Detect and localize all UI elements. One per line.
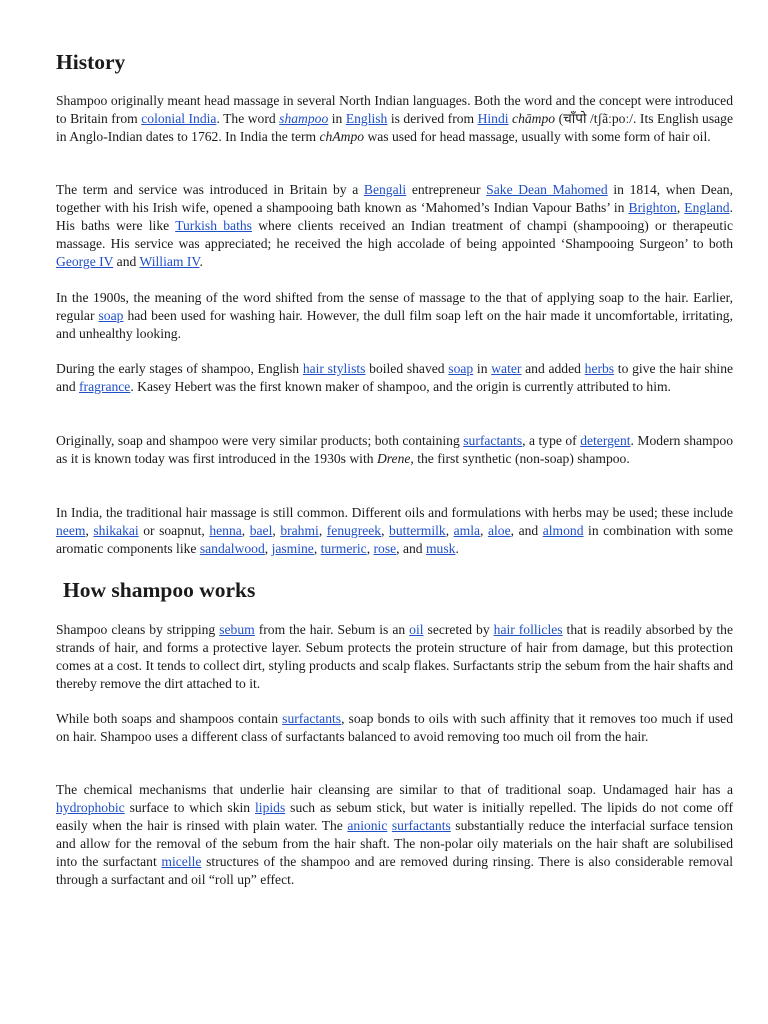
- wiki-link[interactable]: shampoo: [279, 111, 329, 126]
- italic-term: chAmpo: [319, 129, 365, 144]
- text-run: ,: [676, 200, 685, 215]
- wiki-link[interactable]: hair follicles: [493, 622, 563, 637]
- text-run: The chemical mechanisms that underlie hair cleansing are similar to that of traditional soap. Undamaged hair has a: [56, 782, 733, 797]
- wiki-link[interactable]: Brighton: [628, 200, 677, 215]
- text-run: ,: [264, 541, 272, 556]
- paragraph: [56, 432, 733, 468]
- text-run: , a type of: [522, 433, 581, 448]
- wiki-link[interactable]: turmeric: [320, 541, 367, 556]
- text-run: from the hair. Sebum is an: [254, 622, 410, 637]
- text-run: ,: [381, 523, 390, 538]
- text-run: in: [473, 361, 492, 376]
- text-run: , the first synthetic (non-soap) shampoo.: [410, 451, 630, 466]
- text-run: or soapnut,: [138, 523, 210, 538]
- wiki-link[interactable]: fenugreek: [326, 523, 382, 538]
- section-heading-history: History: [56, 50, 126, 74]
- text-run: in combination with some aromatic components like: [56, 523, 734, 556]
- paragraph: [56, 92, 733, 146]
- text-run: .: [199, 254, 203, 269]
- paragraph: [56, 289, 733, 343]
- text-run: In India, the traditional hair massage is still common. Different oils and formulations with herbs may be used; these include: [56, 505, 733, 520]
- wiki-link[interactable]: soap: [448, 361, 474, 376]
- text-run: ,: [85, 523, 94, 538]
- wiki-link[interactable]: soap: [98, 308, 124, 323]
- wiki-link[interactable]: sandalwood: [199, 541, 265, 556]
- text-run: in 1814, when Dean, together with his Irish wife, opened a shampooing bath known as ‘Mahomed’s Indian Vapour Baths’ in: [56, 182, 733, 215]
- wiki-link[interactable]: George IV: [56, 254, 114, 269]
- wiki-link[interactable]: sebum: [219, 622, 255, 637]
- text-run: in: [328, 111, 346, 126]
- text-run: Shampoo originally meant head massage in several North Indian languages. Both the word and the concept were introduced to Britain from: [56, 93, 733, 126]
- wiki-link[interactable]: brahmi: [280, 523, 319, 538]
- text-run: .: [455, 541, 459, 556]
- wiki-link[interactable]: anionic: [347, 818, 388, 833]
- text-run: substantially reduce the interfacial surface tension and allow for the removal of the sebum from the hair shaft. The non-polar oily materials on the hair shaft are solubilised into the surfactant: [56, 818, 733, 869]
- wiki-link[interactable]: neem: [56, 523, 86, 538]
- section-heading-how-shampoo-works: How shampoo works: [63, 578, 256, 602]
- wiki-link[interactable]: almond: [542, 523, 584, 538]
- text-run: and: [113, 254, 140, 269]
- wiki-link[interactable]: surfactants: [282, 711, 342, 726]
- wiki-link[interactable]: bael: [249, 523, 273, 538]
- text-run: where clients received an Indian treatment of champi (shampooing) or therapeutic massage. His service was appreciated; he received the high accolade of being appointed ‘Shampooing Surgeon’ to both: [56, 218, 734, 251]
- paragraph: [56, 781, 733, 889]
- text-run: (चाँपो /tʃãːpoː/. Its English usage in Anglo-Indian dates to 1762. In India the term: [56, 111, 733, 144]
- wiki-link[interactable]: musk: [425, 541, 456, 556]
- text-run: ,: [445, 523, 454, 538]
- text-run: Shampoo cleans by stripping: [56, 622, 220, 637]
- wiki-link[interactable]: hydrophobic: [56, 800, 125, 815]
- text-run: , and: [396, 541, 426, 556]
- text-run: . His baths were like: [56, 200, 734, 233]
- text-run: While both soaps and shampoos contain: [56, 711, 283, 726]
- wiki-link[interactable]: surfactants: [391, 818, 451, 833]
- text-run: ,: [272, 523, 281, 538]
- text-run: entrepreneur: [406, 182, 487, 197]
- text-run: . Kasey Hebert was the first known maker of shampoo, and the origin is currently attributed to him.: [130, 379, 671, 394]
- wiki-link[interactable]: jasmine: [271, 541, 314, 556]
- wiki-link[interactable]: amla: [453, 523, 481, 538]
- text-run: ,: [480, 523, 488, 538]
- wiki-link[interactable]: aloe: [487, 523, 511, 538]
- paragraph: [56, 621, 733, 693]
- wiki-link[interactable]: detergent: [580, 433, 631, 448]
- text-run: to give the hair shine and: [56, 361, 734, 394]
- wiki-link[interactable]: micelle: [161, 854, 202, 869]
- wiki-link[interactable]: rose: [373, 541, 397, 556]
- text-run: Originally, soap and shampoo were very similar products; both containing: [56, 433, 464, 448]
- text-run: such as sebum stick, but water is initially repelled. The lipids do not come off easily when the hair is rinsed with plain water. The: [56, 800, 733, 833]
- text-run: . Modern shampoo as it is known today was first introduced in the 1930s with: [56, 433, 733, 466]
- text-run: surface to which skin: [124, 800, 256, 815]
- text-run: The term and service was introduced in Britain by a: [56, 182, 364, 197]
- text-run: ,: [241, 523, 250, 538]
- wiki-link[interactable]: England: [684, 200, 730, 215]
- paragraph: [56, 360, 733, 396]
- wiki-link[interactable]: hair stylists: [302, 361, 366, 376]
- text-run: ,: [318, 523, 327, 538]
- text-run: and added: [521, 361, 585, 376]
- wiki-link[interactable]: fragrance: [79, 379, 131, 394]
- text-run: was used for head massage, usually with some form of hair oil.: [364, 129, 711, 144]
- text-run: secreted by: [423, 622, 494, 637]
- wiki-link[interactable]: lipids: [255, 800, 286, 815]
- wiki-link[interactable]: buttermilk: [389, 523, 446, 538]
- wiki-link[interactable]: surfactants: [463, 433, 523, 448]
- wiki-link[interactable]: Hindi: [477, 111, 509, 126]
- italic-term: Drene: [376, 451, 411, 466]
- text-run: boiled shaved: [365, 361, 449, 376]
- wiki-link[interactable]: shikakai: [93, 523, 139, 538]
- text-run: is derived from: [387, 111, 478, 126]
- text-run: had been used for washing hair. However, the dull film soap left on the hair made it uncomfortable, irritating, and unhealthy looking.: [56, 308, 733, 341]
- paragraph: [56, 181, 733, 271]
- paragraph: [56, 710, 733, 746]
- wiki-link[interactable]: colonial India: [141, 111, 217, 126]
- wiki-link[interactable]: Turkish baths: [175, 218, 252, 233]
- text-run: , soap bonds to oils with such affinity that it removes too much if used on hair. Shampoo uses a different class of surfactants balanced to avoid removing too much oil from the hair.: [56, 711, 734, 744]
- wiki-link[interactable]: water: [491, 361, 522, 376]
- text-run: In the 1900s, the meaning of the word shifted from the sense of massage to the that of applying soap to the hair. Earlier, regular: [56, 290, 733, 323]
- text-run: ,: [366, 541, 374, 556]
- wiki-link[interactable]: henna: [209, 523, 242, 538]
- paragraph: [56, 504, 733, 558]
- text-run: , and: [510, 523, 543, 538]
- text-run: During the early stages of shampoo, English: [56, 361, 303, 376]
- text-run: that is readily absorbed by the strands of hair, and forms a protective layer. Sebum protects the protein structure of hair from damage, but this protection comes at a cost. It tends to collect dirt, styling products and scalp flakes. Surfactants strip the sebum from the hair shafts and thereby remove the dirt attached to it.: [56, 622, 733, 691]
- text-run: ,: [313, 541, 321, 556]
- text-run: structures of the shampoo and are removed during rinsing. There is also considerable removal through a surfactant and oil “roll up” effect.: [56, 854, 733, 887]
- text-run: . The word: [216, 111, 280, 126]
- wiki-link[interactable]: English: [345, 111, 388, 126]
- wiki-link[interactable]: Sake Dean Mahomed: [486, 182, 608, 197]
- wiki-link[interactable]: herbs: [584, 361, 615, 376]
- wiki-link[interactable]: William IV: [139, 254, 200, 269]
- wiki-link[interactable]: oil: [409, 622, 424, 637]
- wiki-link[interactable]: Bengali: [363, 182, 407, 197]
- italic-term: chāmpo: [512, 111, 556, 126]
